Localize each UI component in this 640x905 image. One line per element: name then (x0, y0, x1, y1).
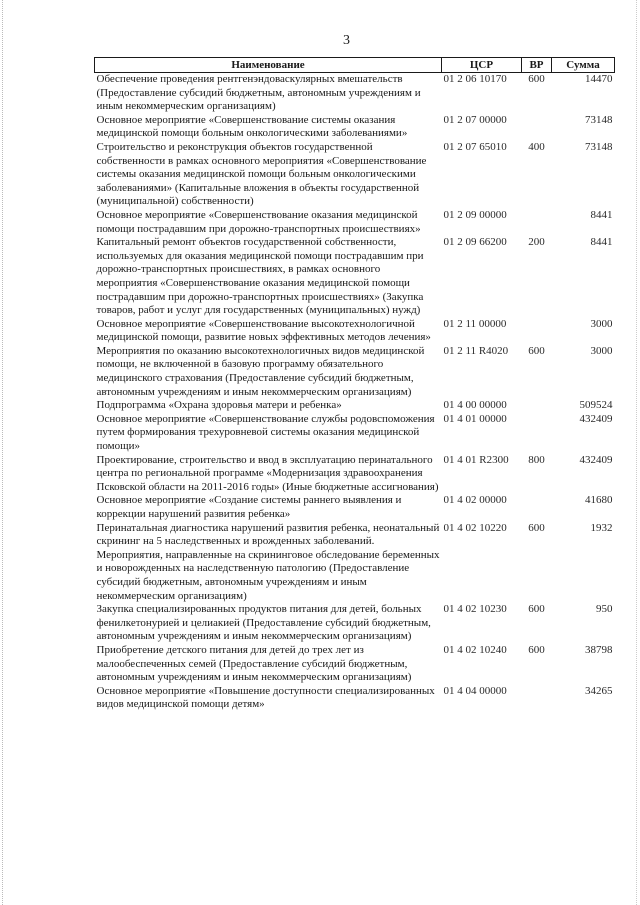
table-row (95, 236, 615, 318)
table-row (95, 209, 615, 236)
scan-edge-right (636, 0, 638, 905)
row-csr: 01 4 00 00000 (443, 399, 507, 412)
row-name: Подпрограмма «Охрана здоровья матери и ребенка» (96, 399, 342, 412)
row-name: Капитальный ремонт объектов государственной собственности, используемых для оказания медицинской помощи пострадавшим при дорожно-транспортных происшествиях, в рамках основного мероприятия «Совершенствование оказания медицинской помощи пострадавшим при дорожно-транспортных происшествиях» (Закупка товаров, работ и услуг для государственных (муниципальных) нужд) (96, 236, 424, 317)
table-row (95, 454, 615, 495)
row-sum: 950 (596, 603, 613, 616)
row-name: Основное мероприятие «Совершенствование службы родовспоможения путем формирования трехуровневой системы оказания медицинской помощи» (96, 412, 435, 453)
table-row (95, 685, 615, 712)
table-row (95, 494, 615, 521)
row-csr: 01 2 11 R4020 (443, 344, 509, 357)
row-sum: 73148 (585, 140, 613, 153)
row-name: Основное мероприятие «Совершенствование высокотехнологичной медицинской помощи, развитие новых эффективных методов лечения» (96, 317, 431, 344)
row-sum: 8441 (590, 208, 613, 221)
row-sum: 8441 (590, 236, 613, 249)
row-sum: 432409 (579, 412, 613, 425)
row-sum: 73148 (585, 113, 613, 126)
row-sum: 1932 (590, 521, 613, 534)
row-name: Проектирование, строительство и ввод в эксплуатацию перинатального центра по региональной программе «Модернизация здравоохранения Псковской области на 2011-2016 годы» (Иные бюджетные ассигнования) (96, 453, 439, 493)
row-vr (522, 318, 552, 345)
row-sum: 38798 (585, 643, 613, 656)
row-vr: 600 (528, 344, 545, 357)
row-vr (522, 413, 552, 454)
row-name: Основное мероприятие «Повышение доступности специализированных видов медицинской помощи детям» (96, 684, 435, 711)
row-csr: 01 2 06 10170 (443, 73, 507, 85)
table-row (95, 644, 615, 685)
row-csr: 01 2 11 00000 (443, 317, 507, 330)
row-vr (522, 209, 552, 236)
row-vr: 600 (528, 73, 545, 85)
row-vr (522, 399, 552, 413)
row-name: Основное мероприятие «Совершенствование оказания медицинской помощи пострадавшим при дорожно-транспортных происшествиях» (96, 208, 421, 235)
row-vr: 600 (528, 603, 545, 616)
page-number: 3 (343, 33, 350, 48)
row-name: Обеспечение проведения рентгенэндоваскулярных вмешательств (Предоставление субсидий бюджетным, автономным учреждениям и иным некоммерческим организациям) (96, 73, 421, 113)
row-name: Приобретение детского питания для детей до трех лет из малообеспеченных семей (Предоставление субсидий бюджетным, автономным учреждениям и иным некоммерческим организациям) (96, 643, 412, 684)
table-body (95, 73, 615, 712)
table-header (95, 58, 615, 73)
row-name: Перинатальная диагностика нарушений развития ребенка, неонатальный скрининг на 5 наследственных и врожденных заболеваний. Мероприятия, направленные на скрининговое обследование беременных и новорожденных на наследственную патологию (Предоставление субсидий бюджетным, автономным учреждениям и иным некоммерческим организациям) (96, 521, 440, 602)
row-name: Строительство и реконструкция объектов государственной собственности в рамках основного мероприятия «Совершенствование системы оказания медицинской помощи больным онкологическими заболеваниями» (Капитальные вложения в объекты государственной (муниципальной) собственности) (96, 140, 427, 208)
table-row (95, 141, 615, 209)
row-vr: 400 (528, 140, 545, 153)
row-csr: 01 4 02 00000 (443, 494, 507, 507)
row-vr (522, 114, 552, 141)
row-vr (522, 494, 552, 521)
table-row (95, 399, 615, 413)
row-name: Закупка специализированных продуктов питания для детей, больных фенилкетонурией и целиакией (Предоставление субсидий бюджетным, автономным учреждениям и иным некоммерческим организациям) (96, 603, 431, 643)
row-vr (522, 685, 552, 712)
table-row (95, 114, 615, 141)
row-sum: 14470 (585, 73, 613, 85)
row-vr: 600 (528, 643, 545, 656)
header-sum: Сумма (552, 58, 615, 73)
row-csr: 01 4 01 R2300 (443, 453, 509, 466)
table-row (95, 345, 615, 399)
scan-edge-left (2, 0, 4, 905)
row-vr: 600 (528, 521, 545, 534)
row-csr: 01 2 07 65010 (443, 140, 507, 153)
table-row (95, 318, 615, 345)
row-csr: 01 2 07 00000 (443, 113, 507, 126)
header-row (95, 58, 615, 73)
header-vr: ВР (522, 58, 552, 73)
row-csr: 01 2 09 66200 (443, 236, 507, 249)
table-row (95, 73, 615, 114)
row-name: Основное мероприятие «Совершенствование системы оказания медицинской помощи больным онкологическими заболеваниями» (96, 113, 408, 140)
table-row (95, 522, 615, 604)
row-sum: 432409 (579, 453, 613, 466)
row-csr: 01 4 02 10230 (443, 603, 507, 616)
row-sum: 3000 (590, 344, 613, 357)
row-sum: 3000 (590, 317, 613, 330)
row-sum: 34265 (585, 684, 613, 697)
row-vr: 200 (528, 236, 545, 249)
row-name: Мероприятия по оказанию высокотехнологичных видов медицинской помощи, не включенной в базовую программу обязательного медицинского страхования (Предоставление субсидий бюджетным, автономным учреждениям и иным некоммерческим организациям) (96, 344, 425, 398)
row-csr: 01 2 09 00000 (443, 208, 507, 221)
row-name: Основное мероприятие «Создание системы раннего выявления и коррекции нарушений развития ребенка» (96, 494, 402, 520)
header-csr: ЦСР (442, 58, 522, 73)
table-row (95, 413, 615, 454)
row-sum: 41680 (585, 494, 613, 507)
row-vr: 800 (528, 453, 545, 466)
row-csr: 01 4 04 00000 (443, 684, 507, 697)
budget-table (94, 57, 615, 712)
row-csr: 01 4 02 10240 (443, 643, 507, 656)
row-csr: 01 4 02 10220 (443, 521, 507, 534)
row-sum: 509524 (579, 399, 613, 412)
table-row (95, 603, 615, 644)
header-name: Наименование (95, 58, 442, 73)
row-csr: 01 4 01 00000 (443, 412, 507, 425)
